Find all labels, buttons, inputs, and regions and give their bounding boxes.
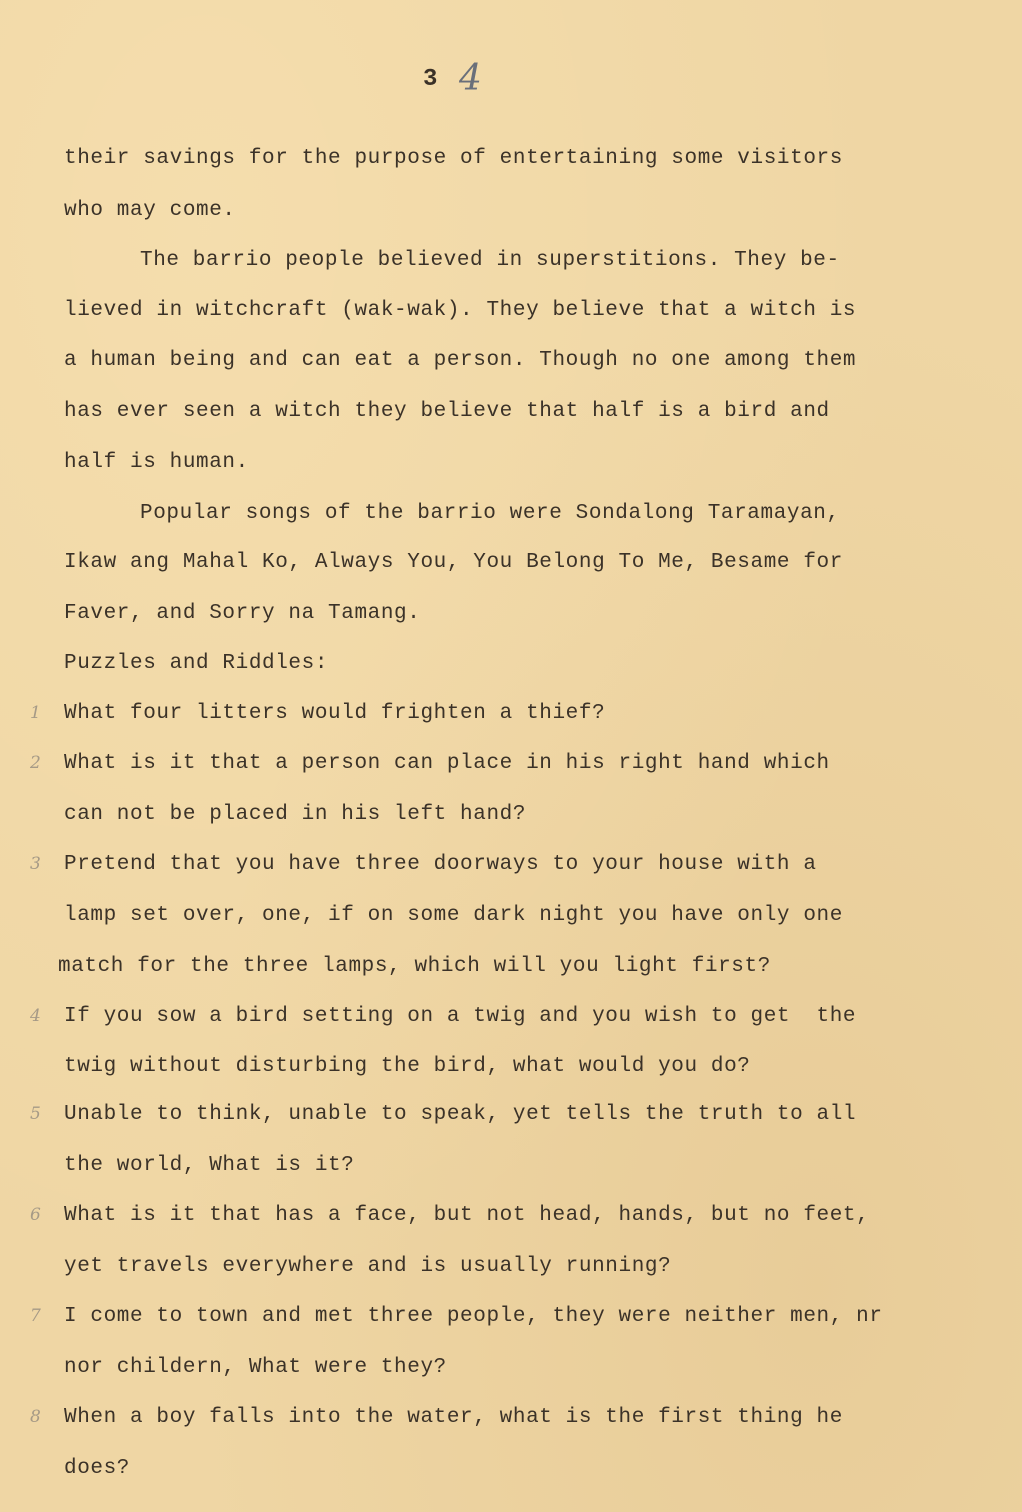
text-line: lamp set over, one, if on some dark night you have only one — [64, 904, 843, 927]
text-line: Faver, and Sorry na Tamang. — [64, 602, 421, 625]
text-line: Ikaw ang Mahal Ko, Always You, You Belong To Me, Besame for — [64, 551, 843, 574]
text-line: can not be placed in his left hand? — [64, 803, 527, 826]
text-line: has ever seen a witch they believe that half is a bird and — [64, 400, 830, 423]
margin-number: 2 — [30, 753, 41, 773]
text-line: Pretend that you have three doorways to your house with a — [64, 853, 817, 876]
text-line: What is it that a person can place in his right hand which — [64, 752, 830, 775]
text-line: The barrio people believed in superstitions. They be- — [140, 249, 840, 272]
text-line: match for the three lamps, which will you light first? — [58, 955, 771, 978]
text-line: nor childern, What were they? — [64, 1356, 447, 1379]
margin-number: 5 — [30, 1104, 41, 1124]
margin-number: 7 — [30, 1306, 41, 1326]
text-line: twig without disturbing the bird, what would you do? — [64, 1055, 751, 1078]
margin-number: 3 — [30, 854, 41, 874]
text-line: half is human. — [64, 451, 249, 474]
page-number: 3 — [423, 66, 438, 93]
text-line: I come to town and met three people, they were neither men, nr — [64, 1305, 883, 1328]
text-line: Popular songs of the barrio were Sondalong Taramayan, — [140, 502, 840, 525]
section-heading: Puzzles and Riddles: — [64, 652, 329, 675]
text-line: their savings for the purpose of entertaining some visitors — [64, 147, 843, 170]
text-line: the world, What is it? — [64, 1154, 355, 1177]
text-line: What is it that has a face, but not head, hands, but no feet, — [64, 1204, 870, 1227]
text-line: When a boy falls into the water, what is the first thing he — [64, 1406, 843, 1429]
text-line: yet travels everywhere and is usually running? — [64, 1255, 672, 1278]
text-line: does? — [64, 1457, 131, 1480]
text-line: a human being and can eat a person. Though no one among them — [64, 349, 857, 372]
margin-number: 6 — [30, 1205, 41, 1225]
text-line: What four litters would frighten a thief? — [64, 702, 606, 725]
margin-number: 4 — [30, 1006, 41, 1026]
handwritten-page-number: 4 — [459, 58, 482, 99]
margin-number: 8 — [30, 1407, 41, 1427]
text-line: who may come. — [64, 199, 236, 222]
text-line: lieved in witchcraft (wak-wak). They believe that a witch is — [64, 299, 857, 322]
margin-number: 1 — [30, 703, 41, 723]
text-line: Unable to think, unable to speak, yet tells the truth to all — [64, 1103, 857, 1126]
text-line: If you sow a bird setting on a twig and you wish to get the — [64, 1005, 857, 1028]
